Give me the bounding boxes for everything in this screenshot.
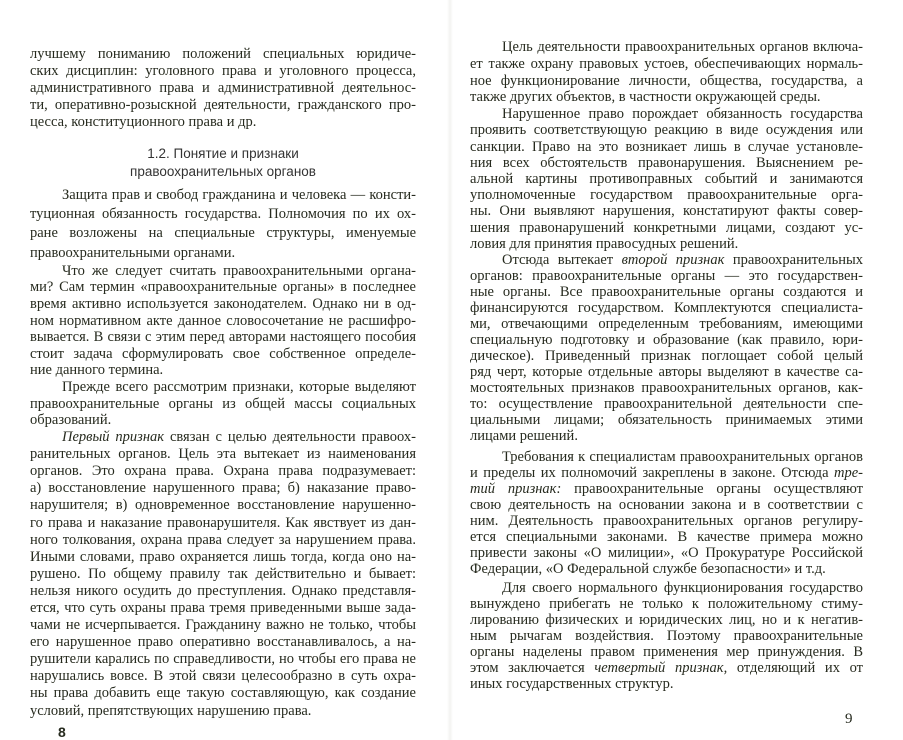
text-segment: правоохранительных <box>724 252 863 269</box>
paragraph <box>470 449 863 577</box>
text-line <box>470 122 863 138</box>
text-line <box>30 703 416 720</box>
text-segment: его нарушенное право оперативно восстанавливалось, а на- <box>30 634 416 651</box>
text-line <box>470 580 863 596</box>
text-segment: Защита прав и свобод гражданина и человека — консти- <box>62 187 416 203</box>
text-line <box>470 497 863 513</box>
text-segment: рушено. По общему правилу так действительно и бывает: <box>30 565 416 582</box>
text-line <box>470 612 863 628</box>
text-segment: ми, отвечающими определенным требованиям, имеющими <box>470 316 863 333</box>
text-line <box>30 97 416 114</box>
text-line <box>470 545 863 561</box>
text-segment: ряд черт, которые отдельные авторы выделяют в качестве са- <box>470 364 863 381</box>
text-segment: ния всех обстоятельств правонарушения. Выяснением ре- <box>470 154 863 171</box>
text-line <box>30 329 416 346</box>
text-line <box>30 429 416 446</box>
page-number: 9 <box>845 711 853 727</box>
text-line <box>30 80 416 97</box>
text-line <box>30 279 416 296</box>
text-segment: ном нормативном акте данное словосочетание не расшифро- <box>30 312 416 329</box>
text-segment: Федерации, «О Федеральной службе безопасности» и т.д. <box>470 561 826 578</box>
text-segment: связан с целью деятельности правоох- <box>164 429 416 446</box>
text-line <box>470 139 863 155</box>
text-segment: Требования к специалистам правоохранительных органов <box>502 449 863 466</box>
text-segment: ним. Деятельность правоохранительных органов регулиру- <box>470 513 863 530</box>
text-line <box>470 596 863 612</box>
text-segment: образований. <box>30 412 112 429</box>
text-segment: Отсюда вытекает <box>502 252 622 269</box>
text-segment: го права и наказание правонарушителя. Как явствует из дан- <box>30 514 416 531</box>
text-segment: ным рычагам воздействия. Поэтому правоохранительные <box>470 628 863 645</box>
text-segment: лицами решений. <box>470 428 578 445</box>
paragraph <box>30 429 416 720</box>
right-text-column <box>470 0 863 692</box>
text-line <box>30 480 416 497</box>
text-segment: альной картины противоправных событий и занимаются <box>470 171 863 187</box>
text-line <box>30 617 416 634</box>
paragraph <box>470 39 863 106</box>
text-segment: административного права и административной деятельнос- <box>30 80 416 96</box>
text-segment: условий, препятствующих нарушению права. <box>30 702 312 719</box>
text-segment: а) восстановление нарушенного права; б) наказание право- <box>30 480 416 497</box>
text-line <box>470 332 863 348</box>
text-line <box>470 106 863 122</box>
text-line <box>470 660 863 676</box>
text-line <box>470 89 863 106</box>
text-line <box>470 171 863 187</box>
text-segment: туционная обязанность государства. Полномочия по их ох- <box>30 206 416 223</box>
text-segment: ется, что суть охраны права тремя приведенными выше зада- <box>30 600 416 617</box>
text-segment: ране возложены на специальные структуры, именуемые <box>30 225 416 242</box>
text-line <box>30 651 416 668</box>
text-line <box>470 380 863 396</box>
text-segment: то: осуществление правоохранительной деятельности спе- <box>470 396 863 413</box>
text-line <box>470 348 863 364</box>
text-line <box>470 529 863 545</box>
text-segment: время активно используется законодателем. Однако ни в од- <box>30 296 416 312</box>
text-segment: привести законы «О милиции», «О Прокуратуре Российской <box>470 545 863 562</box>
text-line <box>470 428 863 444</box>
text-segment: рушители карались по справедливости, но чтобы его права не <box>30 651 416 668</box>
text-line <box>470 628 863 644</box>
text-segment: ми? Сам термин «правоохранительные органы» в последнее <box>30 279 416 296</box>
left-text-column <box>30 0 416 720</box>
text-line <box>30 685 416 702</box>
text-line <box>30 224 416 243</box>
text-line <box>470 561 863 577</box>
text-line <box>470 364 863 380</box>
text-segment: чами не исчерпывается. Гражданину важно не только, чтобы <box>30 617 416 634</box>
text-line <box>30 566 416 583</box>
text-segment: вынуждено прибегать не только к положительному стиму- <box>470 596 863 613</box>
text-segment: также других объектов, в частности окружающей среды. <box>470 89 821 106</box>
italic-term: тий признак: <box>470 481 562 498</box>
text-line <box>30 446 416 463</box>
text-segment: иных государственных структур. <box>470 676 674 693</box>
text-segment: Прежде всего рассмотрим признаки, которые выделяют <box>62 378 416 395</box>
text-segment: свою деятельность на основании закона и в соответствии с <box>470 497 863 514</box>
text-line <box>30 244 416 263</box>
text-segment: цесса, конституционного права и др. <box>30 114 257 130</box>
paragraph <box>30 263 416 379</box>
section-heading-line: 1.2. Понятие и признаки <box>147 146 299 161</box>
text-line <box>30 583 416 600</box>
text-segment: ется специальными законами. В качестве примера можно <box>470 529 863 546</box>
text-segment: ранительных органов. Цель эта вытекает из наименования <box>30 446 416 463</box>
text-segment: ны. Они выявляют нарушения, констатируют факты совер- <box>470 203 863 220</box>
text-segment: вывается. В связи с этим перед авторами настоящего пособия <box>30 329 416 346</box>
text-segment: финансируются государством. Комплектуются специалиста- <box>470 300 863 317</box>
text-segment: отделяющий их от <box>727 660 863 677</box>
text-line <box>30 186 416 205</box>
text-line <box>470 236 863 252</box>
text-segment: этом заключается <box>470 660 595 677</box>
italic-term: Первый признак <box>62 429 165 446</box>
text-segment: ние данного термина. <box>30 362 164 379</box>
text-line <box>470 449 863 465</box>
text-segment: санкции. Право на это возникает лишь в случае установле- <box>470 138 863 155</box>
text-segment: шения правонарушений конкретными лицами, создают ус- <box>470 219 863 236</box>
text-segment: Цель деятельности правоохранительных органов включа- <box>502 39 863 55</box>
text-line <box>30 46 416 63</box>
text-line <box>470 155 863 171</box>
paragraph <box>30 186 416 263</box>
text-segment: правоохранительные органы из общей массы социальных <box>30 395 416 412</box>
text-line <box>470 513 863 529</box>
text-line <box>30 313 416 330</box>
text-segment: нельзя никого осудить до преступления. Однако представля- <box>30 582 416 599</box>
text-segment: органов. Это охрана права. Охрана права подразумевает: <box>30 463 416 480</box>
text-segment: Иными словами, право охраняется лишь тогда, когда оно на- <box>30 548 416 565</box>
italic-term: четвертый признак, <box>594 660 728 677</box>
text-line <box>470 252 863 268</box>
text-line <box>30 532 416 549</box>
left-page <box>0 0 447 740</box>
text-line <box>30 263 416 280</box>
text-segment: и пределы их полномочий закреплены в законе. Отсюда <box>470 465 834 482</box>
text-line <box>30 600 416 617</box>
right-page <box>453 0 903 740</box>
text-segment: лучшему пониманию положений специальных юридиче- <box>30 46 416 62</box>
text-segment: ловия для принятия правосудных решений. <box>470 235 739 252</box>
text-segment: органы наделены правом применения мер принуждения. В <box>470 644 863 661</box>
paragraph <box>470 580 863 692</box>
text-line <box>470 39 863 56</box>
italic-term: тре- <box>834 465 863 482</box>
text-segment: ное функционирование личности, общества, государства, а <box>470 72 863 89</box>
text-line <box>470 644 863 660</box>
text-segment: Нарушенное право порождает обязанность государства <box>502 106 863 123</box>
text-line <box>30 296 416 313</box>
italic-term: второй признак <box>621 252 725 269</box>
text-line <box>30 362 416 379</box>
text-line <box>470 316 863 332</box>
text-line <box>30 412 416 429</box>
text-line <box>30 497 416 514</box>
text-segment: правоохранительными органами. <box>30 244 236 261</box>
paragraph <box>470 106 863 252</box>
text-line <box>30 634 416 651</box>
text-segment: циальными лицами; обязательность принимаемых этими <box>470 412 863 429</box>
text-line <box>30 205 416 224</box>
text-segment: ные органы. Все правоохранительные органы создаются и <box>470 284 863 301</box>
text-line <box>30 515 416 532</box>
text-segment: лированию физических и юридических лиц, но и к негатив- <box>470 612 863 629</box>
text-line <box>470 56 863 73</box>
text-segment: нарушителя; в) одновременное восстановление нарушенно- <box>30 497 416 514</box>
text-segment: ет также охрану правовых устоев, обеспечивающих нормаль- <box>470 55 863 72</box>
paragraph <box>470 252 863 444</box>
text-line <box>470 300 863 316</box>
text-line <box>470 187 863 203</box>
text-segment: дическое). Приведенный признак поглощает собой целый <box>470 348 863 365</box>
text-segment: уполномоченные государством правоохранительные орга- <box>470 187 863 204</box>
text-line <box>470 268 863 284</box>
text-line <box>470 481 863 497</box>
text-segment: стоит задача сформулировать свое собственное определе- <box>30 345 416 362</box>
text-segment: Что же следует считать правоохранительными органа- <box>62 262 416 279</box>
page-number: 8 <box>58 724 66 740</box>
text-line <box>30 549 416 566</box>
section-heading-line: правоохранительных органов <box>130 164 316 179</box>
text-segment: проявить соответствующую реакцию в виде осуждения или <box>470 122 863 139</box>
text-line <box>470 676 863 692</box>
text-line <box>30 668 416 685</box>
text-line <box>30 463 416 480</box>
text-line <box>470 220 863 236</box>
text-segment: нарушались вовсе. В этой связи целесообразно в суть охра- <box>30 668 416 685</box>
text-segment: ного толкования, охрана права следует за нарушением права. <box>30 531 416 548</box>
text-segment: специальную подготовку и образование (как правило, юри- <box>470 332 863 349</box>
text-line <box>30 114 416 131</box>
paragraph <box>30 379 416 429</box>
text-line <box>30 63 416 80</box>
text-line <box>30 346 416 363</box>
paragraph <box>30 46 416 131</box>
text-segment: мостоятельных признаков правоохранительных органов, как- <box>470 380 863 397</box>
text-line <box>30 379 416 396</box>
text-segment: правоохранительные органы осуществляют <box>561 481 863 498</box>
text-segment: ти, оперативно-розыскной деятельности, гражданского про- <box>30 97 416 113</box>
text-line <box>470 465 863 481</box>
text-line <box>30 396 416 413</box>
text-line <box>470 73 863 90</box>
text-segment: Для своего нормального функционирования государство <box>502 580 863 597</box>
section-heading <box>30 145 416 181</box>
text-line <box>470 203 863 219</box>
text-segment: органов: правоохранительные органы — это государствен- <box>470 268 863 285</box>
text-line <box>470 412 863 428</box>
text-segment: ны права добавить еще такую составляющую, как создание <box>30 685 416 702</box>
text-segment: ских дисциплин: уголовного права и уголовного процесса, <box>30 63 416 79</box>
text-line <box>470 284 863 300</box>
text-line <box>470 396 863 412</box>
